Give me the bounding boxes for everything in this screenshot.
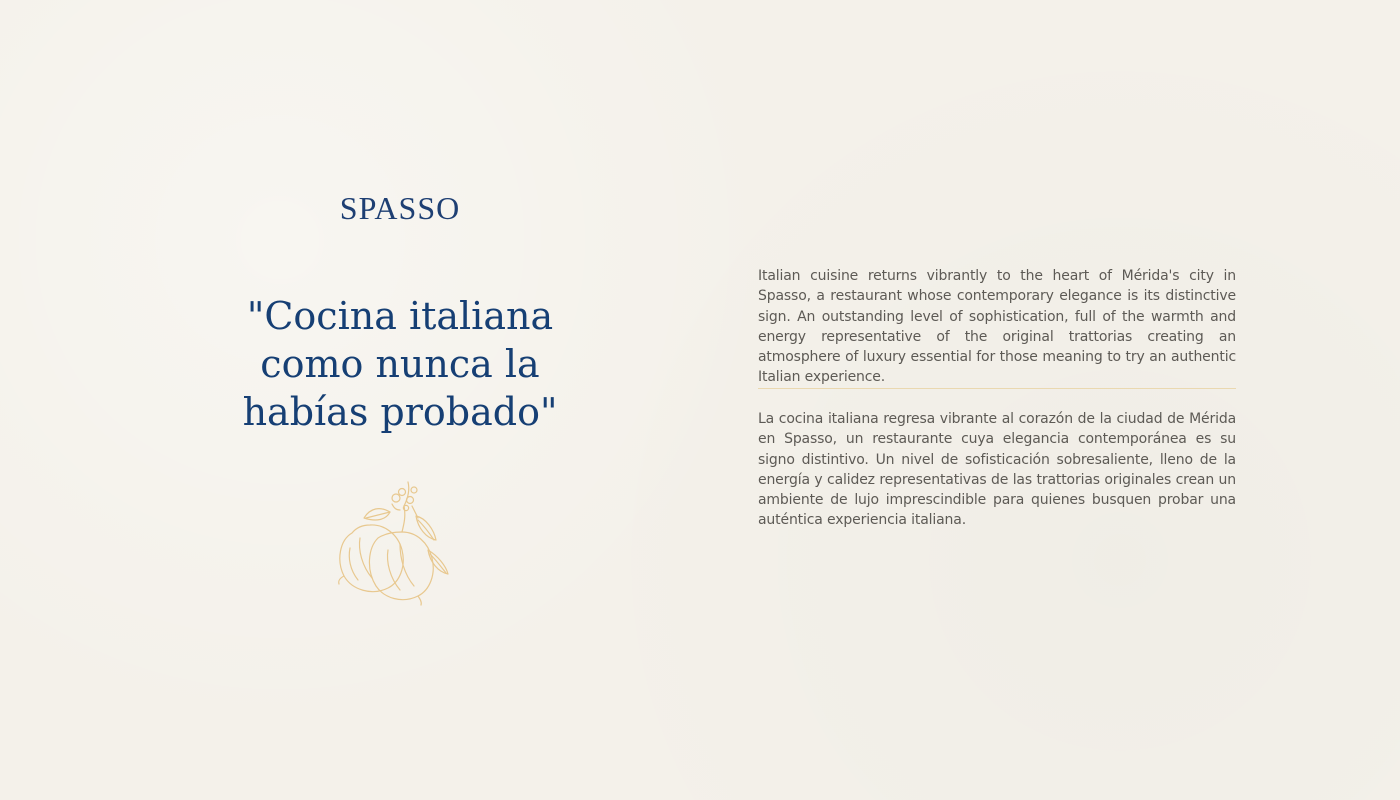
section-divider xyxy=(758,388,1236,389)
page-headline: "Cocina italiana como nunca la habías probado" xyxy=(242,294,558,434)
brand-logo: SPASSO xyxy=(339,190,461,226)
lemon-branch-icon xyxy=(330,478,460,608)
english-description: Italian cuisine returns vibrantly to the heart of Mérida's city in Spasso, a restaurant whose contemporary elegance is its distinctive sign. An outstanding level of sophistication, full of the warmth and energy representative of the original trattorias creating an atmosphere of luxury essential for those meaning to try an authentic Italian experience. xyxy=(758,268,1236,386)
spanish-description: La cocina italiana regresa vibrante al corazón de la ciudad de Mérida en Spasso, un restaurante cuya elegancia contemporánea es su signo distintivo. Un nivel de sofisticación sobresaliente, lleno de la energía y calidez representativas de las trattorias originales crean un ambiente de lujo imprescindible para quienes busquen probar una auténtica experiencia italiana. xyxy=(758,411,1236,529)
